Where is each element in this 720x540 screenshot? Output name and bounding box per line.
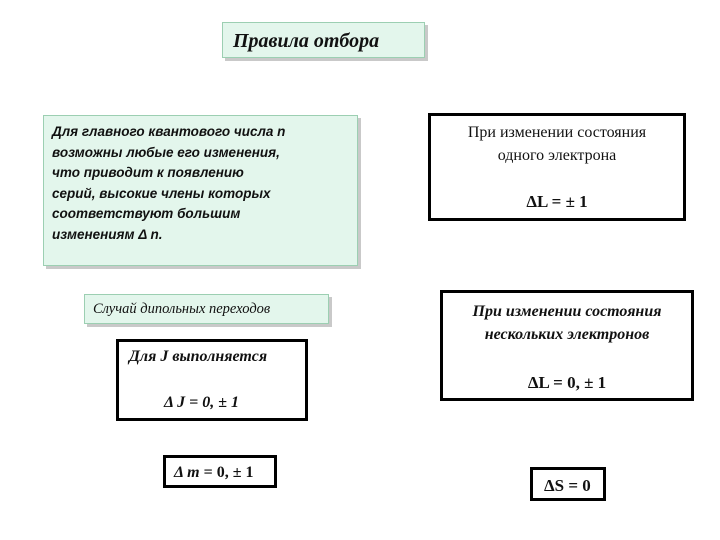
s-selection-rule-box: ΔS = 0 bbox=[530, 467, 606, 501]
one-electron-rule-box bbox=[428, 113, 686, 221]
several-electrons-line-1: При изменении состояния bbox=[472, 303, 662, 320]
principal-quantum-number-note bbox=[43, 115, 358, 266]
j-rule-formula: Δ J = 0, ± 1 bbox=[164, 394, 240, 411]
note-line: возможны любые его изменения, bbox=[52, 144, 280, 160]
several-electrons-formula: ΔL = 0, ± 1 bbox=[527, 373, 607, 392]
slide-title: Правила отбора bbox=[222, 22, 425, 58]
j-rule-heading: Для J выполняется bbox=[129, 348, 268, 365]
m-rule-symbol: Δ m bbox=[174, 464, 200, 481]
note-line: изменениям Δ n. bbox=[52, 226, 163, 242]
j-selection-rule-box bbox=[116, 339, 308, 421]
note-line: Для главного квантового числа n bbox=[52, 124, 286, 139]
several-electrons-rule-box bbox=[440, 290, 694, 401]
m-rule-value: = 0, ± 1 bbox=[199, 464, 254, 481]
one-electron-line-1: При изменении состояния bbox=[467, 124, 647, 141]
one-electron-formula: ΔL = ± 1 bbox=[526, 192, 588, 211]
note-line: соответствуют большим bbox=[52, 206, 241, 221]
one-electron-line-2: одного электрона bbox=[497, 147, 617, 164]
m-selection-rule-box bbox=[163, 455, 277, 488]
note-line: серий, высокие члены которых bbox=[52, 185, 271, 201]
note-line: что приводит к появлению bbox=[52, 165, 244, 180]
several-electrons-line-2: нескольких электронов bbox=[484, 326, 650, 343]
dipole-transitions-label: Случай дипольных переходов bbox=[84, 294, 329, 324]
